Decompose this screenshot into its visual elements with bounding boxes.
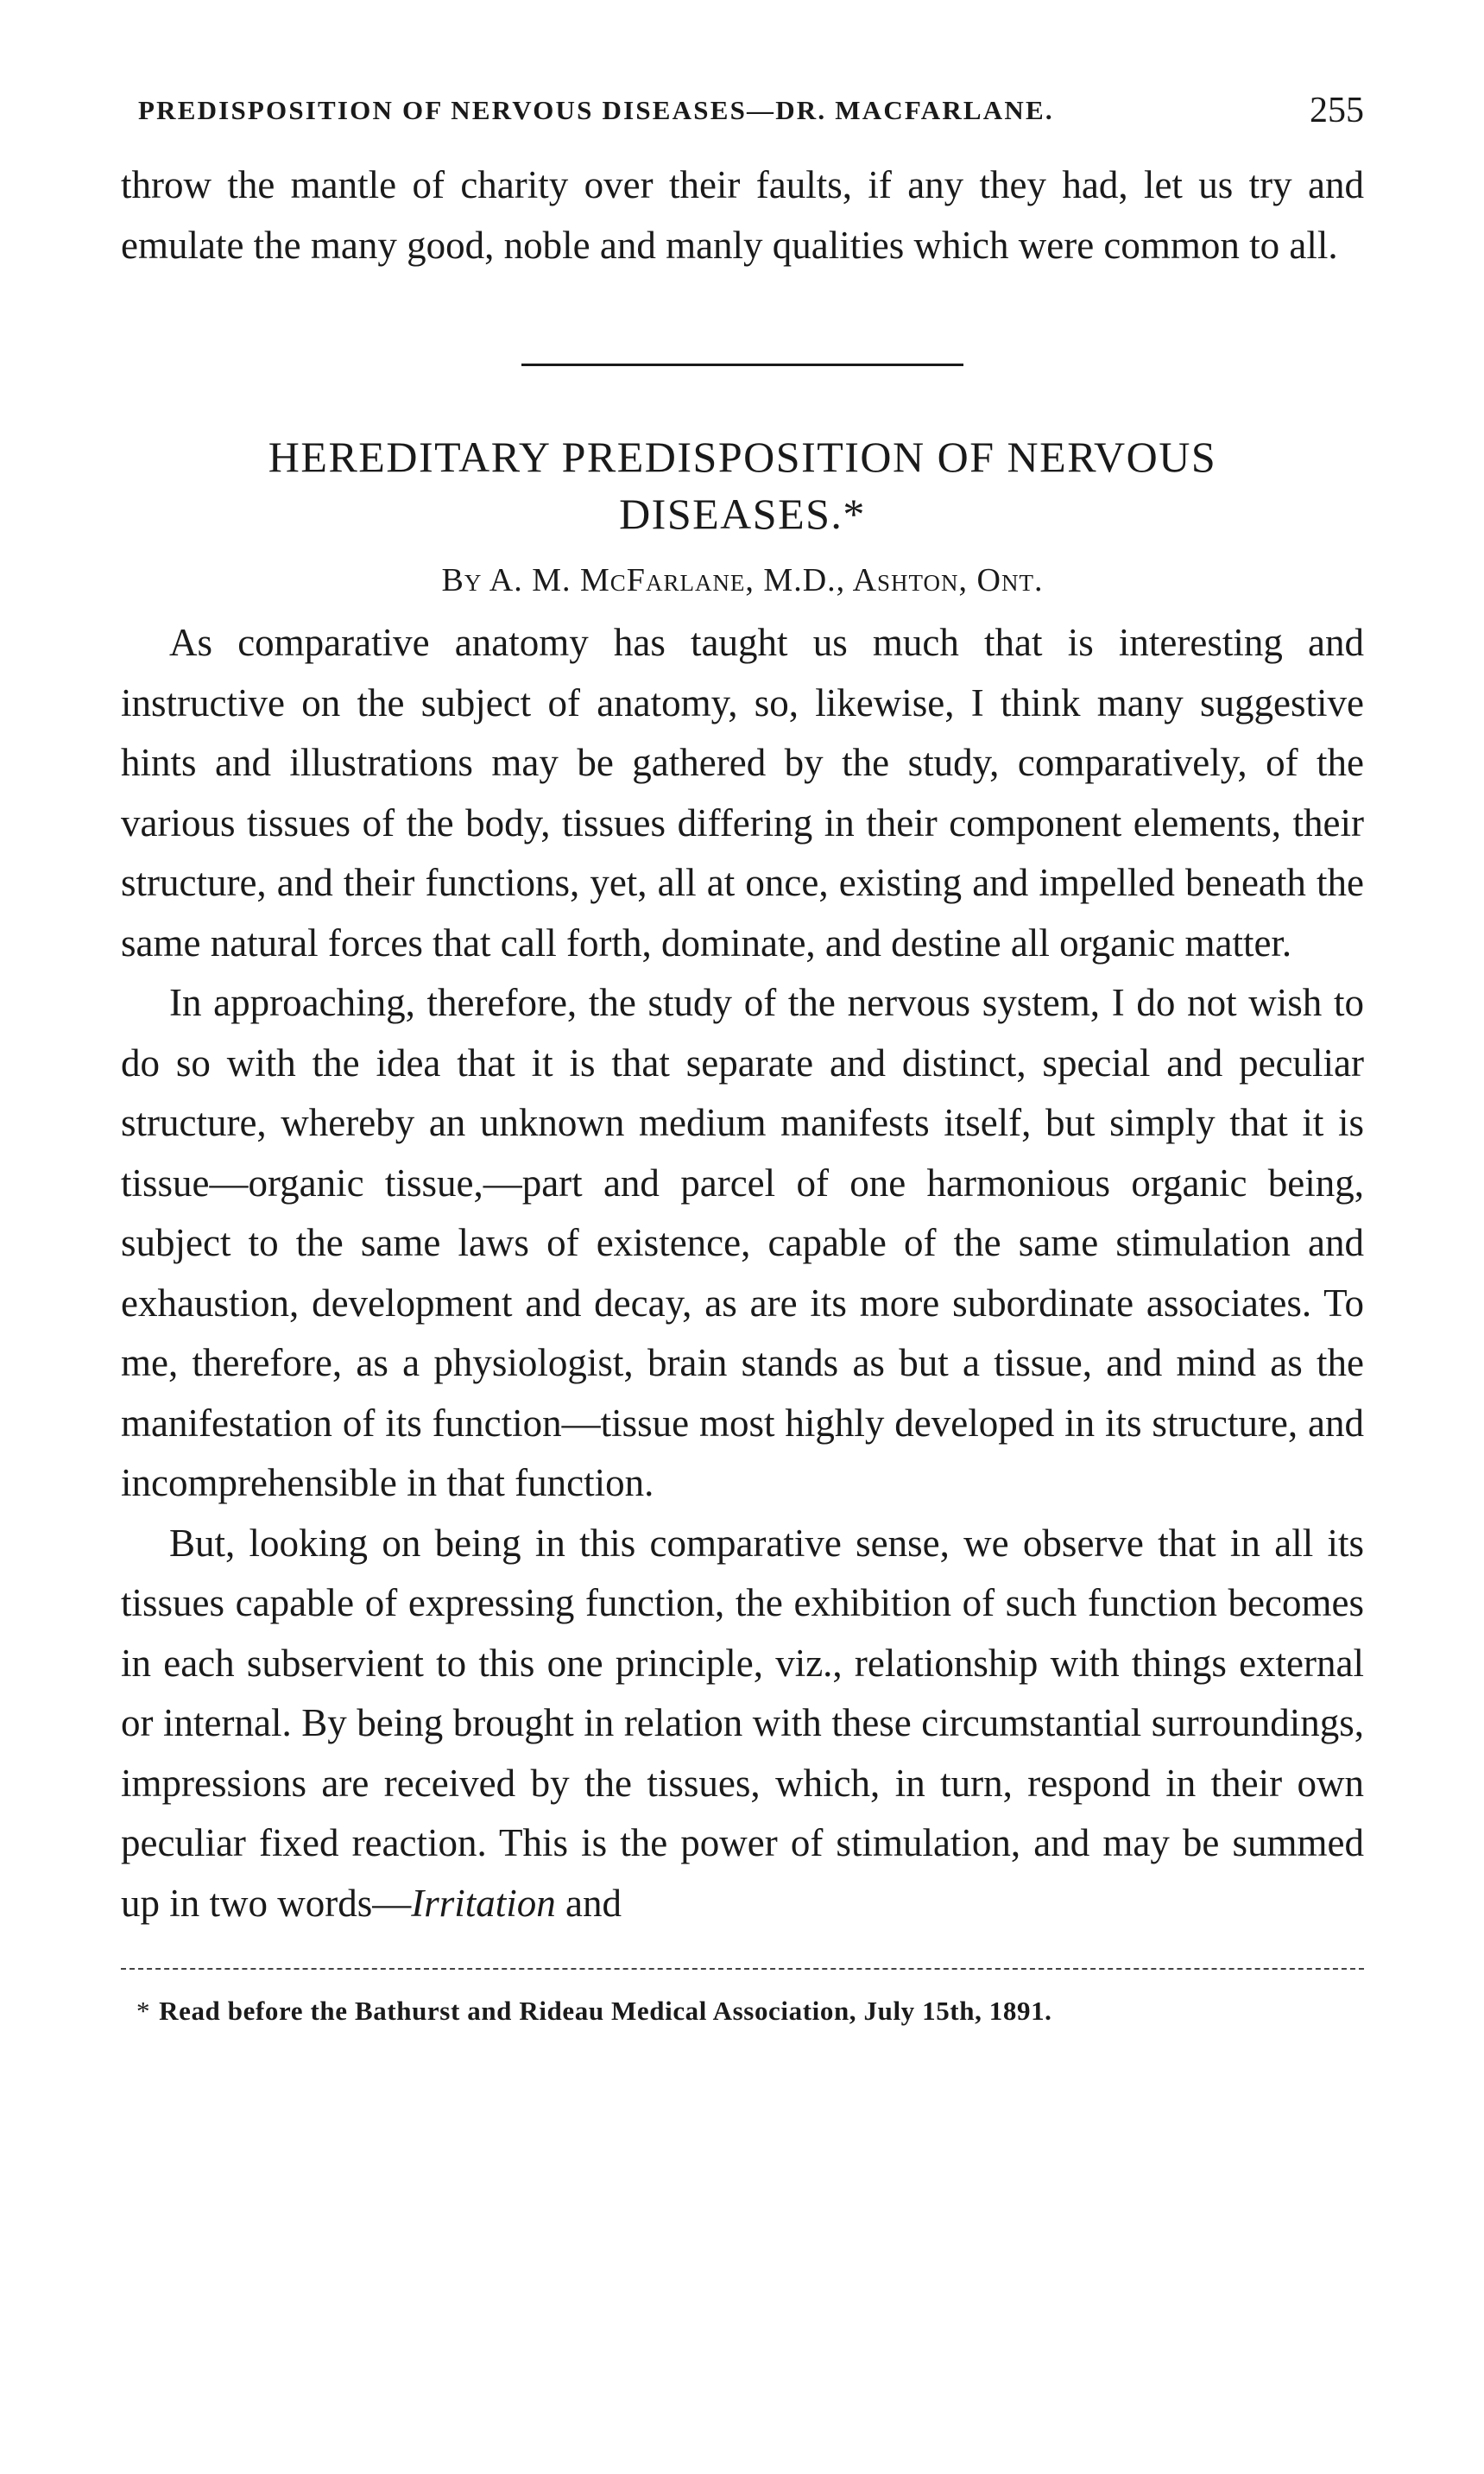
byline-text: By A. M. McFarlane, M.D., Ashton, Ont. [441, 562, 1044, 598]
footnote-text: Read before the Bathurst and Rideau Medical Association, July 15th, 1891. [159, 1996, 1052, 2026]
running-title: PREDISPOSITION OF NERVOUS DISEASES—DR. MACFARLANE. [138, 95, 1054, 125]
article-title-line-1: HEREDITARY PREDISPOSITION OF NERVOUS [268, 433, 1217, 481]
paragraph-2: In approaching, therefore, the study of the nervous system, I do not wish to do so with the idea that it is that separate and distinct, special and peculiar structure, whereby an unknown medium manifests itself, but simply that it is tissue—organic tissue,—part and parcel of one harmonious organic being, subject to the same laws of existence, capable of the same stimulation and exhaustion, development and decay, as are its more subordinate associates. To me, therefore, as a physiologist, brain stands as but a tissue, and mind as the manifestation of its function—tissue most highly developed in its structure, and incomprehensible in that function. [121, 981, 1364, 1504]
paragraph-1: As comparative anatomy has taught us much that is interesting and instructive on the subject of anatomy, so, likewise, I think many suggestive hints and illustrations may be gathered by the study, comparatively, of the various tissues of the body, tissues differing in their component elements, their structure, and their functions, yet, all at once, existing and impelled beneath the same natural forces that call forth, dominate, and destine all organic matter. [121, 621, 1364, 965]
article-body [121, 613, 1364, 1933]
paragraph-3 [121, 1514, 1364, 1934]
article-title [121, 428, 1364, 542]
footnote-rule [121, 1968, 1364, 1970]
footnote-marker: * [136, 1996, 151, 2026]
page-number: 255 [1310, 91, 1364, 130]
carryover-paragraph: throw the mantle of charity over their faults, if any they had, let us try and emulate the many good, noble and manly qualities which were common to all. [121, 163, 1364, 267]
paragraph-3-italic: Irritation [411, 1881, 556, 1925]
article-byline [121, 561, 1364, 599]
carryover-text [121, 155, 1364, 275]
section-divider [521, 364, 963, 366]
document-page [121, 91, 1364, 2027]
paragraph-3-tail: and [555, 1881, 622, 1925]
running-head [121, 91, 1364, 155]
footnote [121, 1996, 1364, 2027]
article-title-line-2: DISEASES.* [619, 490, 866, 538]
paragraph-3-text: But, looking on being in this comparative sense, we observe that in all its tissues capable of expressing function, the exhibition of such function becomes in each subservient to this one principle, viz., relationship with things external or internal. By being brought in relation with these circumstantial surroundings, impressions are received by the tissues, which, in turn, respond in their own peculiar fixed reaction. This is the power of stimulation, and may be summed up in two words— [121, 1521, 1364, 1925]
